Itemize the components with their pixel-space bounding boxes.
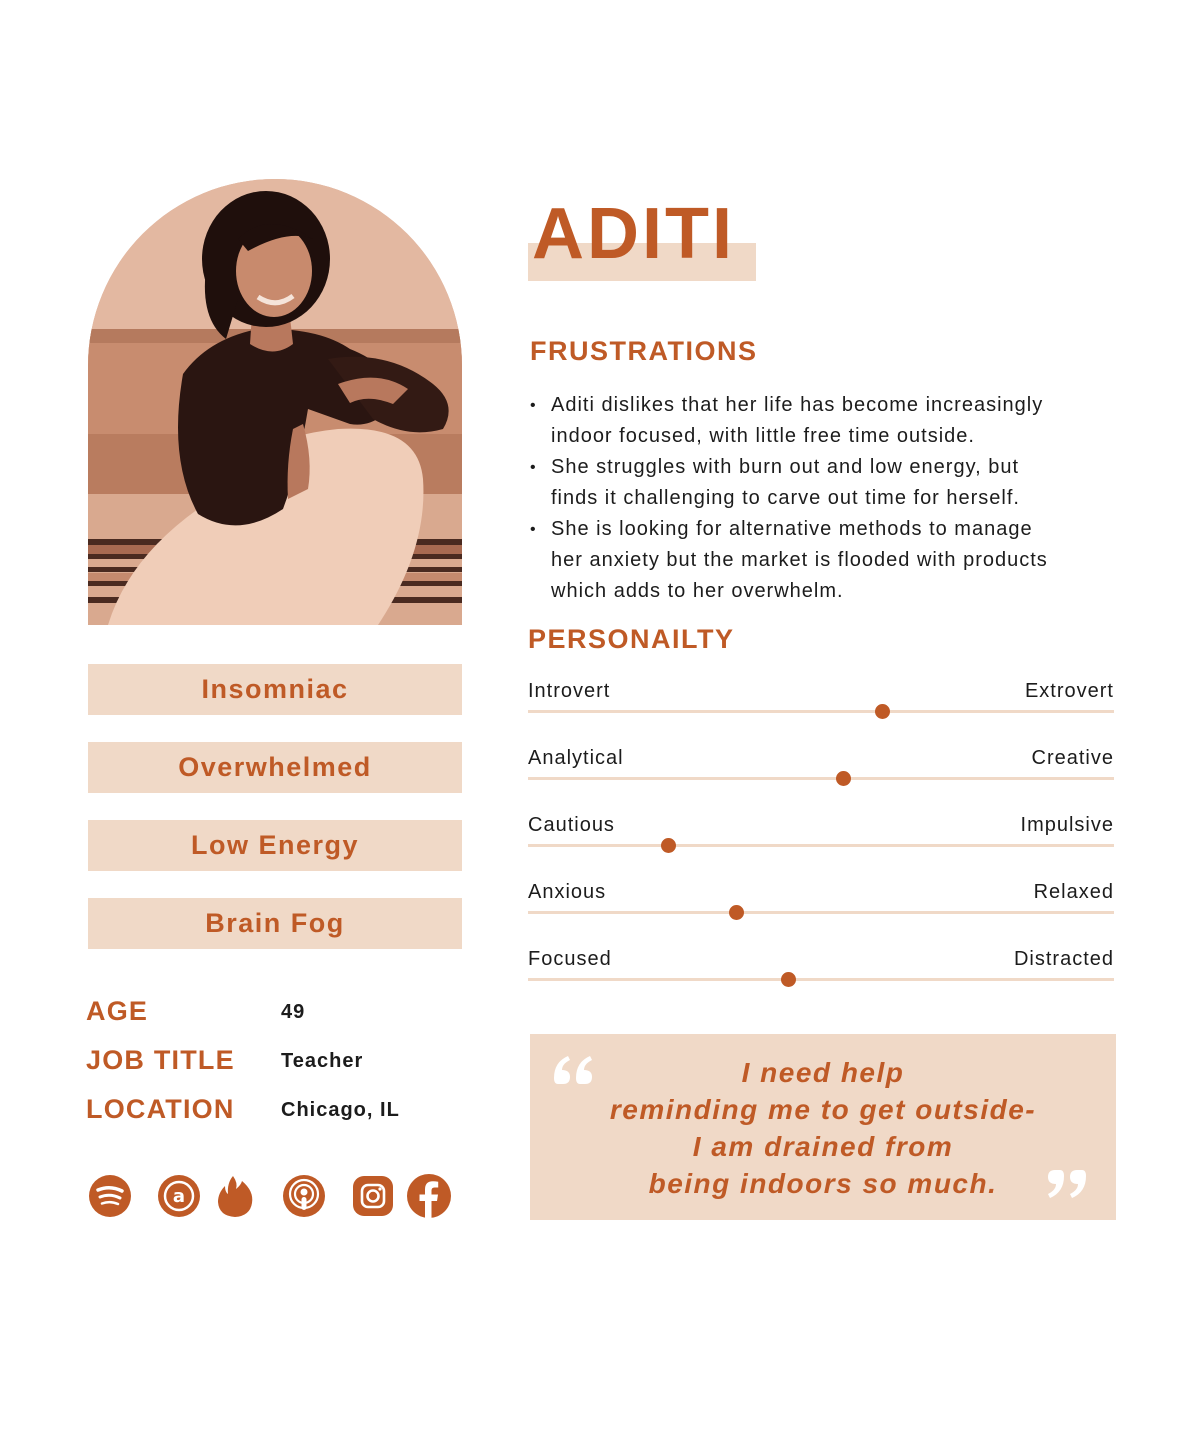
- tag-brain-fog: Brain Fog: [88, 898, 462, 949]
- persona-photo: [88, 179, 462, 625]
- quote-line: reminding me to get outside-: [609, 1094, 1037, 1125]
- frustrations-title: FRUSTRATIONS: [530, 336, 758, 366]
- frustration-line: She is looking for alternative methods to manage: [551, 518, 1033, 540]
- slider-dot: [729, 905, 744, 920]
- tag-insomniac: Insomniac: [88, 664, 462, 715]
- spotify-icon[interactable]: [87, 1173, 133, 1219]
- tag-low-energy: Low Energy: [88, 820, 462, 871]
- slider-dot: [875, 704, 890, 719]
- slider-track: [528, 777, 1114, 780]
- audible-icon[interactable]: [156, 1173, 202, 1219]
- instagram-icon[interactable]: [350, 1173, 396, 1219]
- slider-track: [528, 911, 1114, 914]
- quote-line: I am drained from: [692, 1131, 954, 1162]
- personality-title: PERSONAILTY: [528, 624, 735, 654]
- slider-left-label: Cautious: [528, 814, 615, 836]
- slider-left-label: Analytical: [528, 747, 624, 769]
- frustrations-list: [528, 390, 1128, 607]
- podcasts-icon[interactable]: [281, 1173, 327, 1219]
- personality-slider: [528, 679, 1114, 729]
- facebook-icon[interactable]: [406, 1173, 452, 1219]
- slider-left-label: Focused: [528, 948, 612, 970]
- frustration-item: [528, 452, 1128, 514]
- frustration-line: Aditi dislikes that her life has become increasingly: [551, 394, 1044, 416]
- frustration-line: finds it challenging to carve out time for herself.: [551, 487, 1020, 509]
- quote-line: being indoors so much.: [648, 1168, 998, 1199]
- slider-right-label: Extrovert: [1024, 680, 1114, 702]
- job-title-value: Teacher: [281, 1050, 364, 1072]
- slider-dot: [781, 972, 796, 987]
- slider-left-label: Anxious: [528, 881, 607, 903]
- frustration-line: which adds to her overwhelm.: [551, 580, 844, 602]
- quote-box: [530, 1034, 1116, 1220]
- slider-right-label: Impulsive: [1020, 814, 1114, 836]
- slider-left-label: Introvert: [528, 680, 611, 702]
- slider-right-label: Distracted: [1013, 948, 1114, 970]
- location-value: Chicago, IL: [281, 1099, 400, 1121]
- personality-slider: [528, 947, 1114, 997]
- slider-right-label: Relaxed: [1033, 881, 1114, 903]
- frustration-item: [528, 514, 1128, 607]
- personality-slider: [528, 813, 1114, 863]
- persona-name: ADITI: [532, 194, 735, 274]
- slider-track: [528, 844, 1114, 847]
- quote-line: I need help: [741, 1057, 905, 1088]
- slider-track: [528, 710, 1114, 713]
- slider-dot: [836, 771, 851, 786]
- tinder-icon[interactable]: [212, 1173, 258, 1219]
- job-title-label: JOB TITLE: [86, 1045, 235, 1075]
- tag-overwhelmed: Overwhelmed: [88, 742, 462, 793]
- svg-text:a: a: [172, 1186, 186, 1207]
- slider-right-label: Creative: [1031, 747, 1114, 769]
- slider-track: [528, 978, 1114, 981]
- photo-illustration: [88, 179, 462, 625]
- quote-text: [530, 1054, 1116, 1202]
- slider-dot: [661, 838, 676, 853]
- frustration-line: She struggles with burn out and low energy, but: [551, 456, 1019, 478]
- frustration-item: [528, 390, 1128, 452]
- age-label: AGE: [86, 996, 149, 1026]
- personality-slider: [528, 746, 1114, 796]
- age-value: 49: [281, 1001, 306, 1023]
- close-quote-icon: [1048, 1168, 1090, 1200]
- frustration-line: indoor focused, with little free time outside.: [551, 425, 975, 447]
- frustration-line: her anxiety but the market is flooded with products: [551, 549, 1048, 571]
- location-label: LOCATION: [86, 1094, 235, 1124]
- personality-slider: [528, 880, 1114, 930]
